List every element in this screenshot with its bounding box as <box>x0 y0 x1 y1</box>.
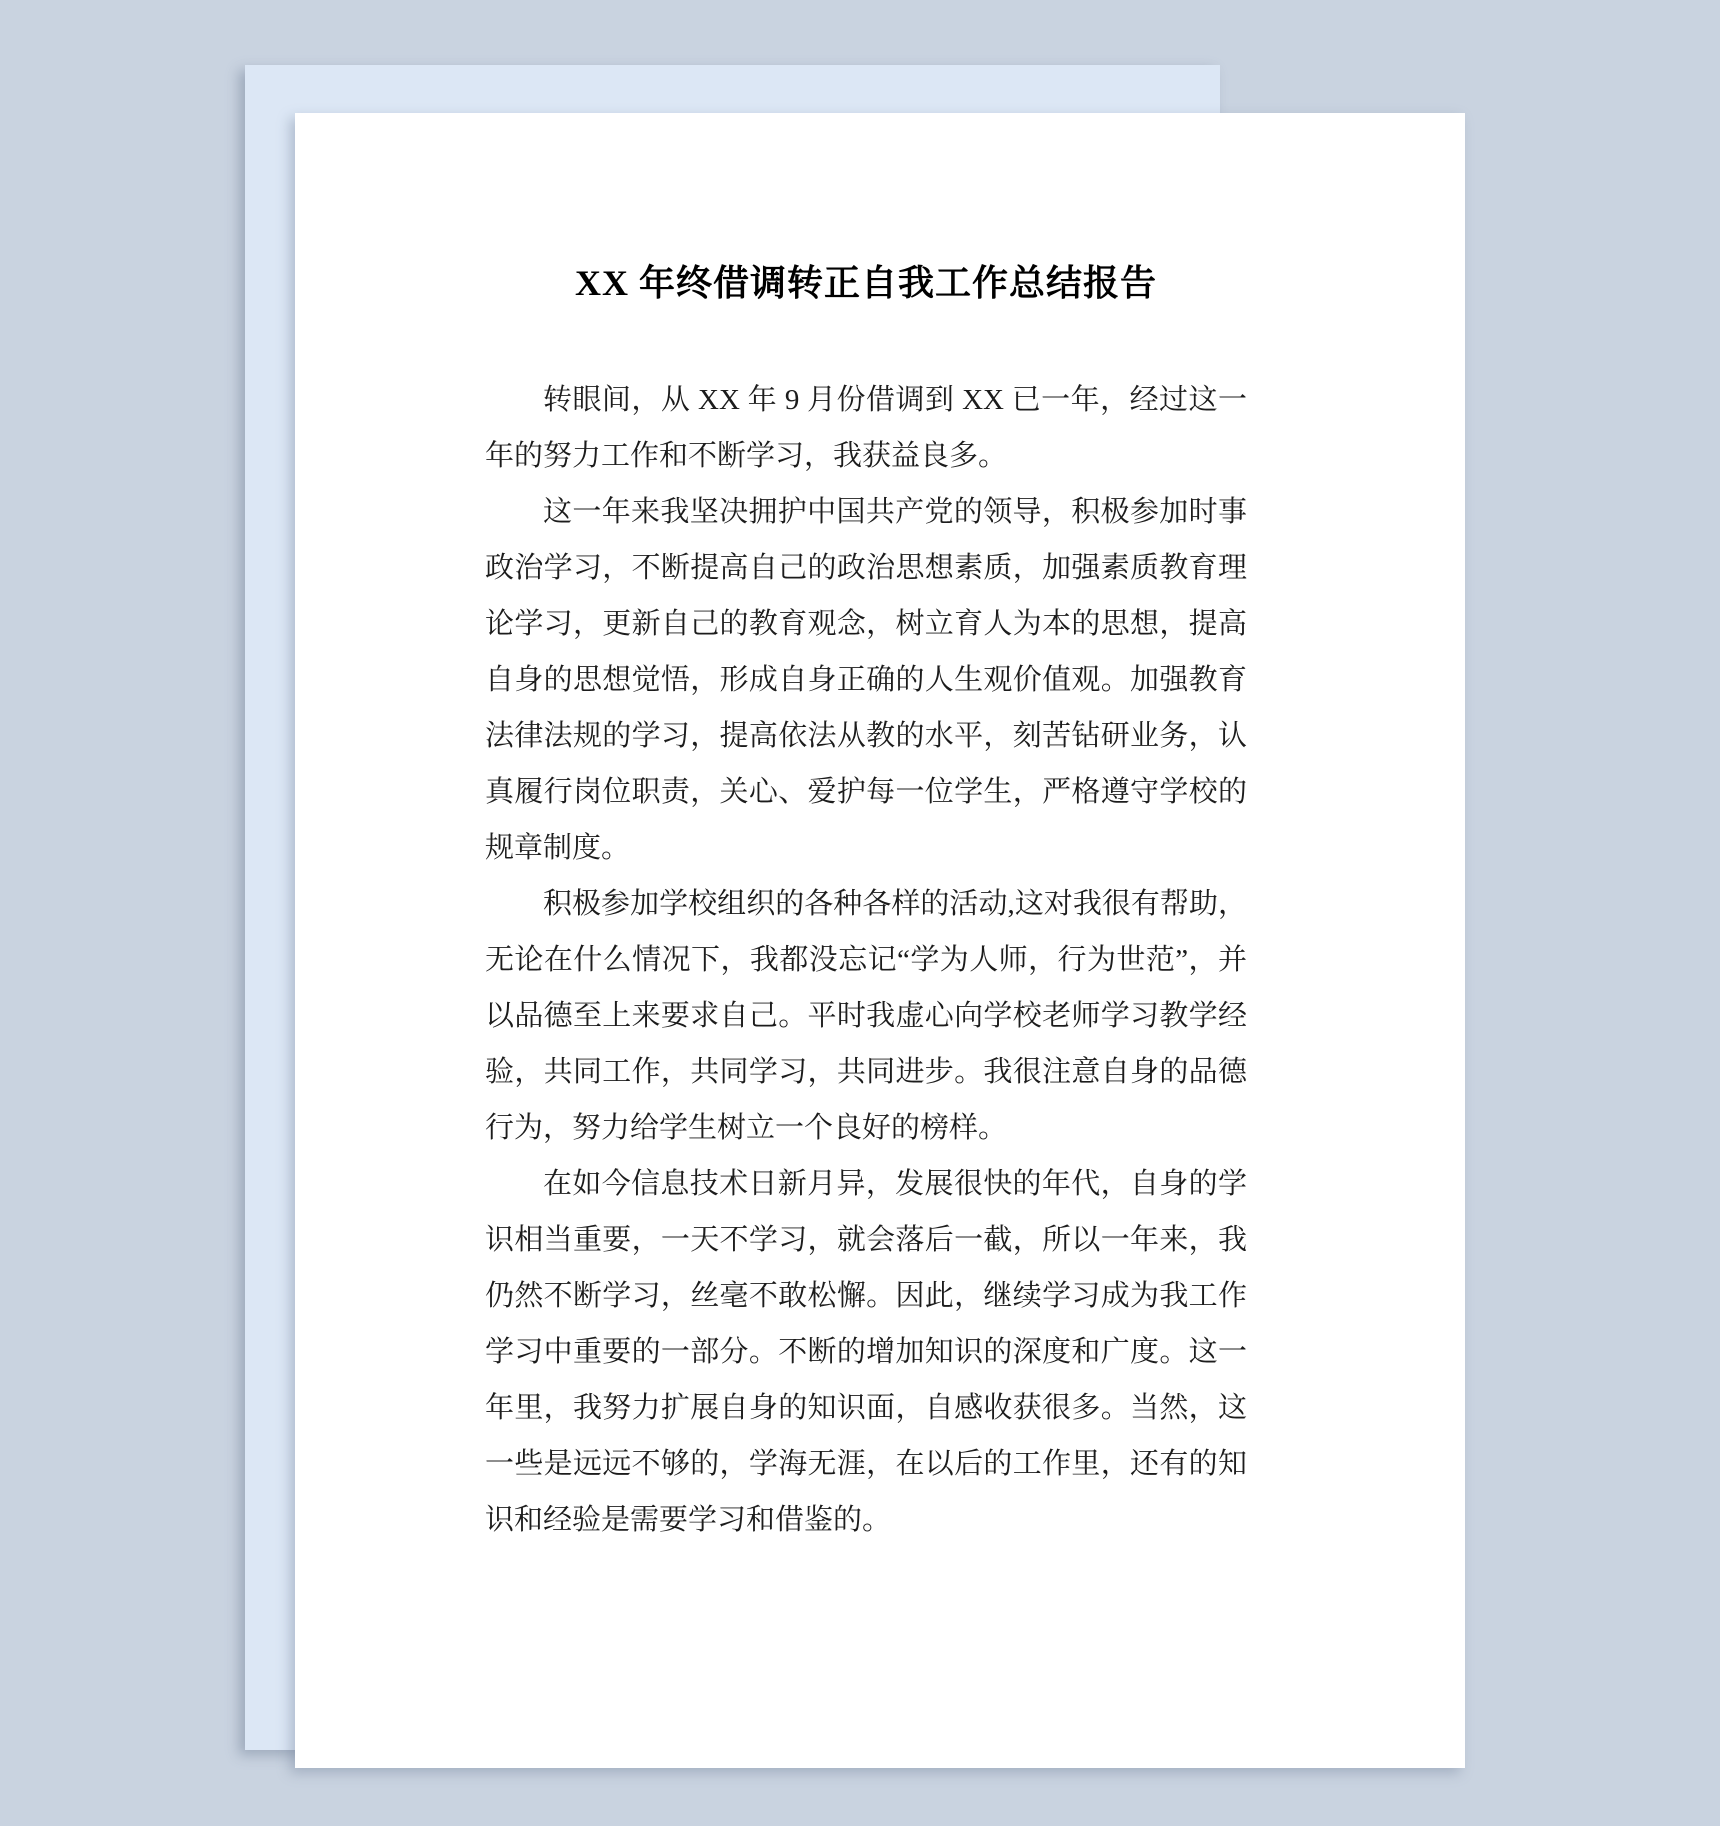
document-paragraph: 转眼间，从 XX 年 9 月份借调到 XX 已一年，经过这一年的努力工作和不断学习，我获益良多。 <box>485 384 1247 472</box>
document-page <box>295 113 1465 1768</box>
document-paragraph: 这一年来我坚决拥护中国共产党的领导，积极参加时事政治学习，不断提高自己的政治思想素质，加强素质教育理论学习，更新自己的教育观念，树立育人为本的思想，提高自身的思想觉悟，形成自身正确的人生观价值观。加强教育法律法规的学习，提高依法从教的水平，刻苦钻研业务，认真履行岗位职责，关心、爱护每一位学生，严格遵守学校的规章制度。 <box>485 496 1247 864</box>
document-title: XX 年终借调转正自我工作总结报告 <box>575 263 1157 303</box>
document-text-block <box>485 255 1247 1548</box>
document-paragraph: 在如今信息技术日新月异，发展很快的年代，自身的学识相当重要，一天不学习，就会落后一截，所以一年来，我仍然不断学习，丝毫不敢松懈。因此，继续学习成为我工作学习中重要的一部分。不断的增加知识的深度和广度。这一年里，我努力扩展自身的知识面，自感收获很多。当然，这一些是远远不够的，学海无涯，在以后的工作里，还有的知识和经验是需要学习和借鉴的。 <box>485 1168 1247 1536</box>
document-paragraph: 积极参加学校组织的各种各样的活动,这对我很有帮助，无论在什么情况下，我都没忘记“学为人师，行为世范”，并以品德至上来要求自己。平时我虚心向学校老师学习教学经验，共同工作，共同学习，共同进步。我很注意自身的品德行为，努力给学生树立一个良好的榜样。 <box>485 888 1247 1144</box>
